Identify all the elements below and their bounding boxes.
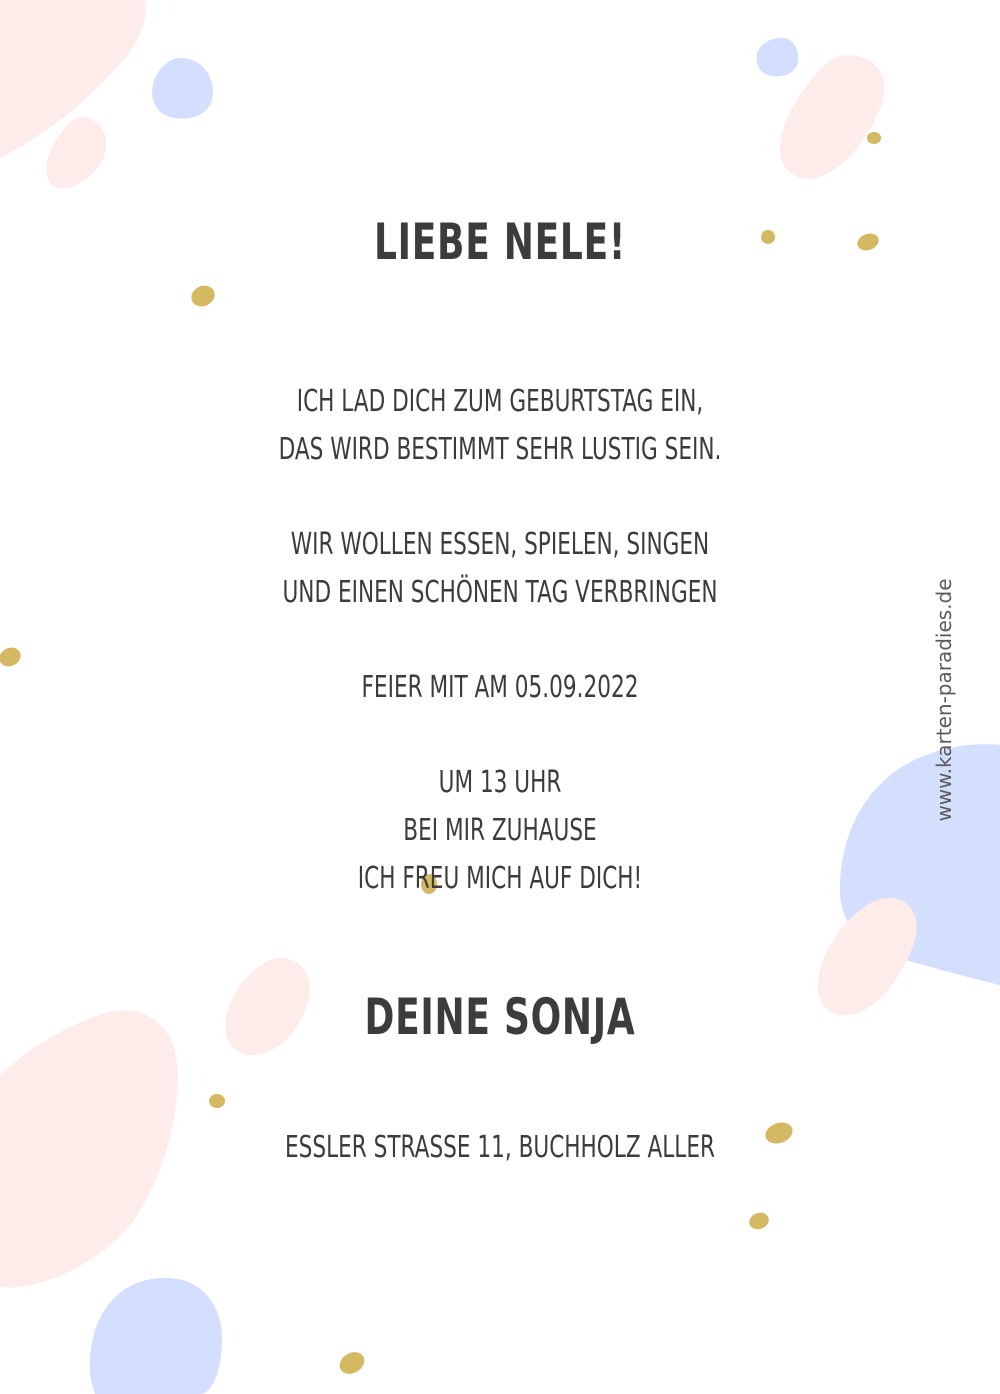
confetti-gold xyxy=(188,282,218,310)
address-line: ESSLER STRASSE 11, BUCHHOLZ ALLER xyxy=(285,1130,715,1165)
place-line: BEI MIR ZUHAUSE xyxy=(403,813,597,848)
watermark-url: www.karten-paradies.de xyxy=(932,578,956,822)
confetti-gold xyxy=(867,132,881,144)
closing-line: ICH FREU MICH AUF DICH! xyxy=(357,861,643,896)
confetti-gold xyxy=(209,1094,225,1108)
blob-blue-top-left xyxy=(152,58,213,119)
blob-pink-top-right xyxy=(780,55,884,179)
confetti-gold xyxy=(747,1210,771,1232)
confetti-gold xyxy=(0,644,24,670)
verse2-line1: WIR WOLLEN ESSEN, SPIELEN, SINGEN xyxy=(290,527,710,562)
blob-blue-top-right-small xyxy=(757,38,799,77)
date-line: FEIER MIT AM 05.09.2022 xyxy=(361,670,639,705)
blob-pink-top-left-small xyxy=(46,117,106,188)
greeting-heading: LIEBE NELE! xyxy=(373,213,627,271)
verse2-line2: UND EINEN SCHÖNEN TAG VERBRINGEN xyxy=(282,575,718,610)
time-line: UM 13 UHR xyxy=(438,765,562,800)
verse1-line1: ICH LAD DICH ZUM GEBURTSTAG EIN, xyxy=(296,384,704,419)
blob-blue-bottom-left xyxy=(90,1278,222,1394)
confetti-gold xyxy=(336,1348,369,1378)
signature: DEINE SONJA xyxy=(364,988,636,1046)
verse1-line2: DAS WIRD BESTIMMT SEHR LUSTIG SEIN. xyxy=(278,432,722,467)
